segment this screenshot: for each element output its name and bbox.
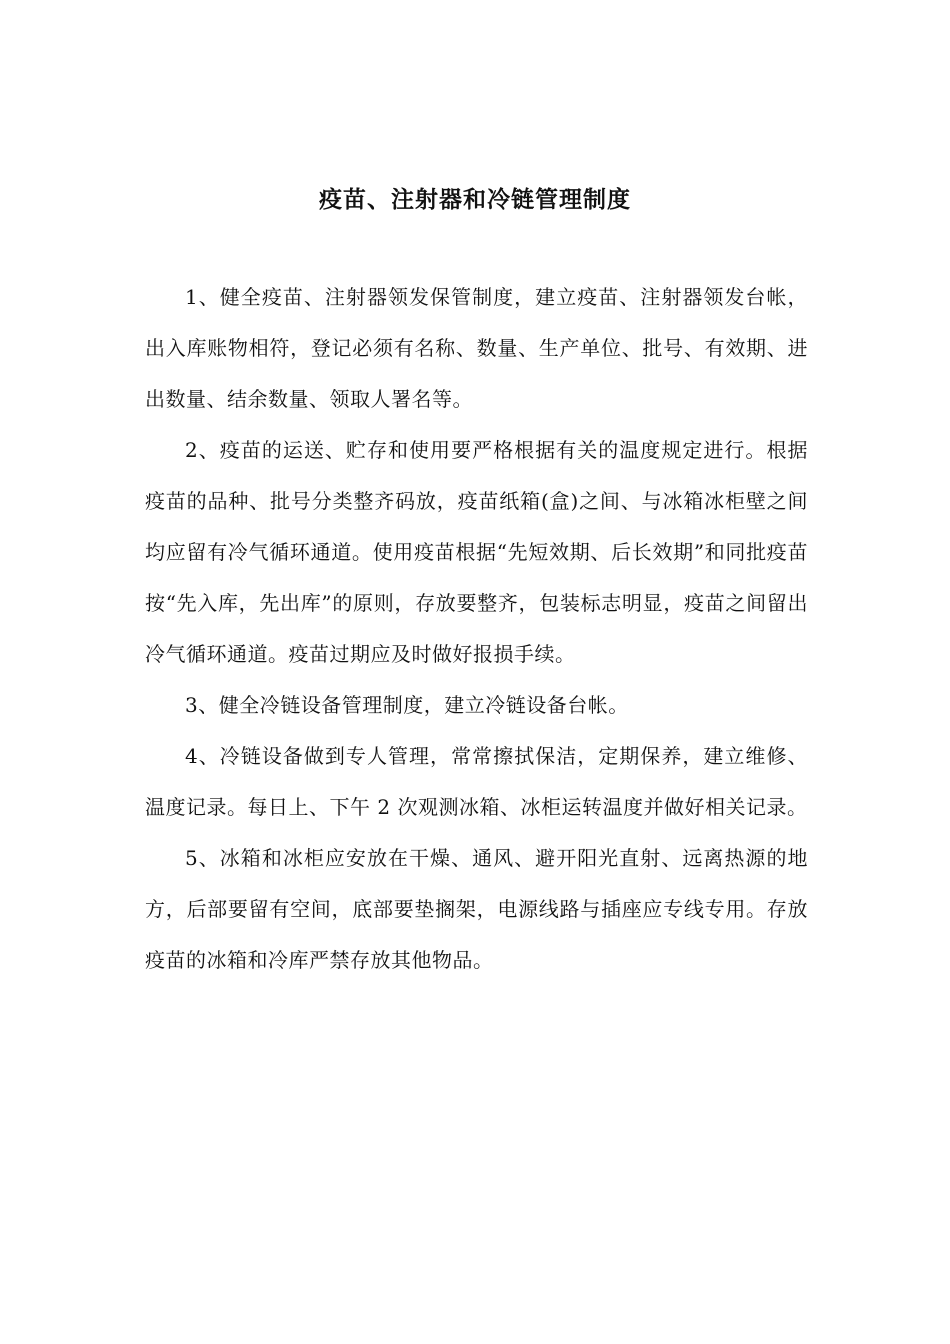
paragraph-2: 2、疫苗的运送、贮存和使用要严格根据有关的温度规定进行。根据疫苗的品种、批号分类整齐码放，疫苗纸箱(盒)之间、与冰箱冰柜壁之间均应留有冷气循环通道。使用疫苗根据“先短效期、后长效期”和同批疫苗按“先入库，先出库”的原则，存放要整齐，包装标志明显，疫苗之间留出冷气循环通道。疫苗过期应及时做好报损手续。 bbox=[145, 438, 808, 666]
paragraph-3: 3、健全冷链设备管理制度，建立冷链设备台帐。 bbox=[185, 693, 629, 717]
document-body bbox=[145, 272, 808, 986]
paragraph-4: 4、冷链设备做到专人管理，常常擦拭保洁，定期保养，建立维修、温度记录。每日上、下午 2 次观测冰箱、冰柜运转温度并做好相关记录。 bbox=[145, 744, 808, 819]
paragraph-5: 5、冰箱和冰柜应安放在干燥、通风、避开阳光直射、远离热源的地方，后部要留有空间，底部要垫搁架，电源线路与插座应专线专用。存放疫苗的冰箱和冷库严禁存放其他物品。 bbox=[145, 846, 808, 972]
document-title: 疫苗、注射器和冷链管理制度 bbox=[319, 186, 631, 213]
paragraph-1: 1、健全疫苗、注射器领发保管制度，建立疫苗、注射器领发台帐，出入库账物相符，登记必须有名称、数量、生产单位、批号、有效期、进出数量、结余数量、领取人署名等。 bbox=[145, 285, 808, 411]
